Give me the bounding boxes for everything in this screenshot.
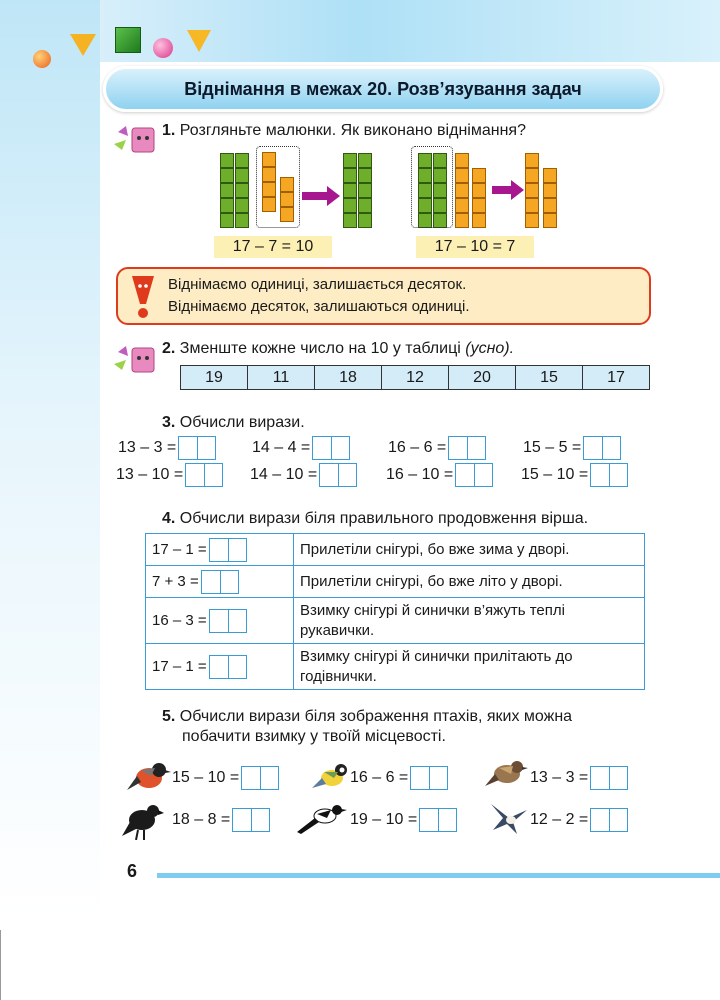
unit-cube [455, 198, 469, 213]
task-2-title [162, 340, 514, 358]
number-cell: 20 [449, 366, 516, 390]
unit-cube [472, 213, 486, 228]
answer-box[interactable] [178, 436, 216, 460]
answer-box[interactable] [201, 570, 239, 594]
poem-line-cell: Взимку снігурі й синички в’яжуть теплі рукавички. [294, 598, 645, 644]
unit-cube [543, 198, 557, 213]
green-cube-icon [115, 27, 141, 53]
ten-block-cell [220, 198, 234, 213]
ten-block-cell [235, 183, 249, 198]
orange-ball-icon [33, 50, 51, 68]
number-cell: 18 [315, 366, 382, 390]
unit-cube [472, 198, 486, 213]
task-5-title [162, 707, 572, 747]
expression-text: 17 – 1 = [152, 657, 207, 675]
expression-text: 13 – 3 = [530, 769, 589, 787]
unit-cube [525, 168, 539, 183]
expression-text: 17 – 1 = [152, 540, 207, 558]
task-3-expression [386, 463, 493, 487]
selection-dotted-box [256, 146, 300, 228]
task-5-line-2: побачити взимку у твоїй місцевості. [182, 728, 446, 745]
task-5-expression [172, 808, 270, 832]
ten-block-cell [358, 168, 372, 183]
rule-box [116, 267, 651, 325]
left-decor-band [0, 0, 100, 920]
task-5-expression [350, 766, 448, 790]
task-3-expression [118, 436, 216, 460]
ten-block-cell [220, 183, 234, 198]
unit-cube [525, 198, 539, 213]
answer-box[interactable] [312, 436, 350, 460]
expression-text: 13 – 10 = [116, 466, 184, 484]
page-title: Віднімання в межах 20. Розв’язування задач [103, 66, 663, 112]
task-3-number: 3. [162, 414, 176, 431]
answer-box[interactable] [209, 609, 247, 633]
task-3-expression [523, 436, 621, 460]
selection-dotted-box [411, 146, 453, 228]
yellow-cone-icon-2 [187, 30, 211, 52]
arrow-right-icon [492, 186, 512, 194]
answer-box[interactable] [455, 463, 493, 487]
task-3-title [162, 414, 305, 432]
task-2-note: (усно). [465, 340, 515, 357]
task-4-title [162, 510, 588, 528]
arrow-right-icon [302, 192, 328, 200]
expression-text: 12 – 2 = [530, 811, 589, 829]
expression-text: 16 – 3 = [152, 611, 207, 629]
number-cell: 11 [248, 366, 315, 390]
answer-box[interactable] [410, 766, 448, 790]
task-1-title [162, 122, 526, 140]
task-5-expression [172, 766, 279, 790]
poem-expression-cell [146, 598, 294, 644]
number-cell: 19 [181, 366, 248, 390]
unit-cube [455, 183, 469, 198]
rule-line-2: Віднімаємо десяток, залишаються одиниці. [168, 298, 470, 315]
page-number: 6 [127, 861, 138, 881]
unit-cube [455, 213, 469, 228]
expression-text: 15 – 10 = [172, 769, 240, 787]
task-5-expression [350, 808, 457, 832]
answer-box[interactable] [590, 463, 628, 487]
equation-left: 17 – 7 = 10 [214, 236, 332, 258]
unit-cube [543, 168, 557, 183]
expression-text: 16 – 10 = [386, 466, 454, 484]
poem-expression-cell [146, 534, 294, 566]
ten-block-cell [343, 213, 357, 228]
top-decor-band [0, 0, 720, 62]
number-cell: 12 [382, 366, 449, 390]
group-work-icon-2 [112, 338, 158, 378]
answer-box[interactable] [590, 808, 628, 832]
equation-right: 17 – 10 = 7 [416, 236, 534, 258]
unit-cube [455, 168, 469, 183]
unit-cube [472, 183, 486, 198]
task-5-expression [530, 766, 628, 790]
task-1-text: Розгляньте малюнки. Як виконано віднімання? [179, 122, 526, 139]
unit-cube [525, 183, 539, 198]
page-edge-line [0, 930, 1, 1000]
task-1-number: 1. [162, 122, 176, 139]
answer-box[interactable] [185, 463, 223, 487]
ten-block-cell [358, 153, 372, 168]
answer-box[interactable] [241, 766, 279, 790]
ten-block-cell [343, 153, 357, 168]
expression-text: 14 – 10 = [250, 466, 318, 484]
task-3-expression [116, 463, 223, 487]
expression-text: 14 – 4 = [252, 439, 311, 457]
ten-block-cell [235, 213, 249, 228]
expression-text: 7 + 3 = [152, 572, 199, 590]
unit-cube [455, 153, 469, 168]
poem-expression-cell [146, 644, 294, 690]
ten-block-cell [358, 198, 372, 213]
task-4-number: 4. [162, 510, 176, 527]
expression-text: 18 – 8 = [172, 811, 231, 829]
poem-line-cell: Прилетіли снігурі, бо вже зима у дворі. [294, 534, 645, 566]
ten-block-cell [343, 198, 357, 213]
unit-cube [525, 153, 539, 168]
expression-text: 15 – 10 = [521, 466, 589, 484]
pink-ball-icon [153, 38, 173, 58]
poem-line-cell: Прилетіли снігурі, бо вже літо у дворі. [294, 566, 645, 598]
task-3-expression [250, 463, 357, 487]
answer-box[interactable] [419, 808, 457, 832]
answer-box[interactable] [448, 436, 486, 460]
expression-text: 19 – 10 = [350, 811, 418, 829]
magpie-icon [297, 800, 349, 836]
ten-block-cell [343, 183, 357, 198]
answer-box[interactable] [590, 766, 628, 790]
ten-block-cell [220, 213, 234, 228]
task-5-line-1: Обчисли вирази біля зображення птахів, яких можна [179, 708, 573, 725]
ten-block-cell [343, 168, 357, 183]
task-3-expression [252, 436, 350, 460]
ten-block-cell [358, 213, 372, 228]
task-4-text: Обчисли вирази біля правильного продовження вірша. [179, 510, 589, 527]
answer-box[interactable] [209, 655, 247, 679]
tit-icon [312, 760, 352, 792]
ten-block-cell [235, 168, 249, 183]
poem-line-cell: Взимку снігурі й синички прилітають до годівнички. [294, 644, 645, 690]
group-work-icon [112, 118, 158, 160]
expression-text: 13 – 3 = [118, 439, 177, 457]
task-5-number: 5. [162, 708, 176, 725]
ten-block-cell [220, 168, 234, 183]
expression-text: 15 – 5 = [523, 439, 582, 457]
ten-block-cell [358, 183, 372, 198]
table-row [146, 644, 645, 690]
expression-text: 16 – 6 = [350, 769, 409, 787]
unit-cube [543, 213, 557, 228]
bullfinch-icon [127, 760, 171, 796]
expression-text: 16 – 6 = [388, 439, 447, 457]
yellow-cone-icon [70, 34, 96, 56]
answer-box[interactable] [583, 436, 621, 460]
exclamation-icon [126, 274, 160, 320]
unit-cube [543, 183, 557, 198]
ten-block-cell [220, 153, 234, 168]
answer-box[interactable] [232, 808, 270, 832]
unit-cube [525, 213, 539, 228]
rule-line-1: Віднімаємо одиниці, залишається десяток. [168, 276, 467, 293]
sparrow-icon [485, 756, 529, 792]
crow-icon [122, 800, 164, 840]
number-cell: 17 [583, 366, 650, 390]
swallow-icon [487, 800, 531, 836]
ten-block-cell [235, 153, 249, 168]
numbers-table [180, 365, 650, 390]
unit-cube [472, 168, 486, 183]
footer-rule [157, 873, 720, 878]
table-row [146, 566, 645, 598]
answer-box[interactable] [319, 463, 357, 487]
answer-box[interactable] [209, 538, 247, 562]
poem-table [145, 533, 645, 690]
task-2-number: 2. [162, 340, 176, 357]
task-2-text: Зменште кожне число на 10 у таблиці [179, 340, 461, 357]
poem-expression-cell [146, 566, 294, 598]
task-5-expression [530, 808, 628, 832]
task-3-expression [521, 463, 628, 487]
table-row [146, 534, 645, 566]
number-cell: 15 [516, 366, 583, 390]
task-3-text: Обчисли вирази. [179, 414, 305, 431]
table-row [146, 598, 645, 644]
task-3-expression [388, 436, 486, 460]
ten-block-cell [235, 198, 249, 213]
